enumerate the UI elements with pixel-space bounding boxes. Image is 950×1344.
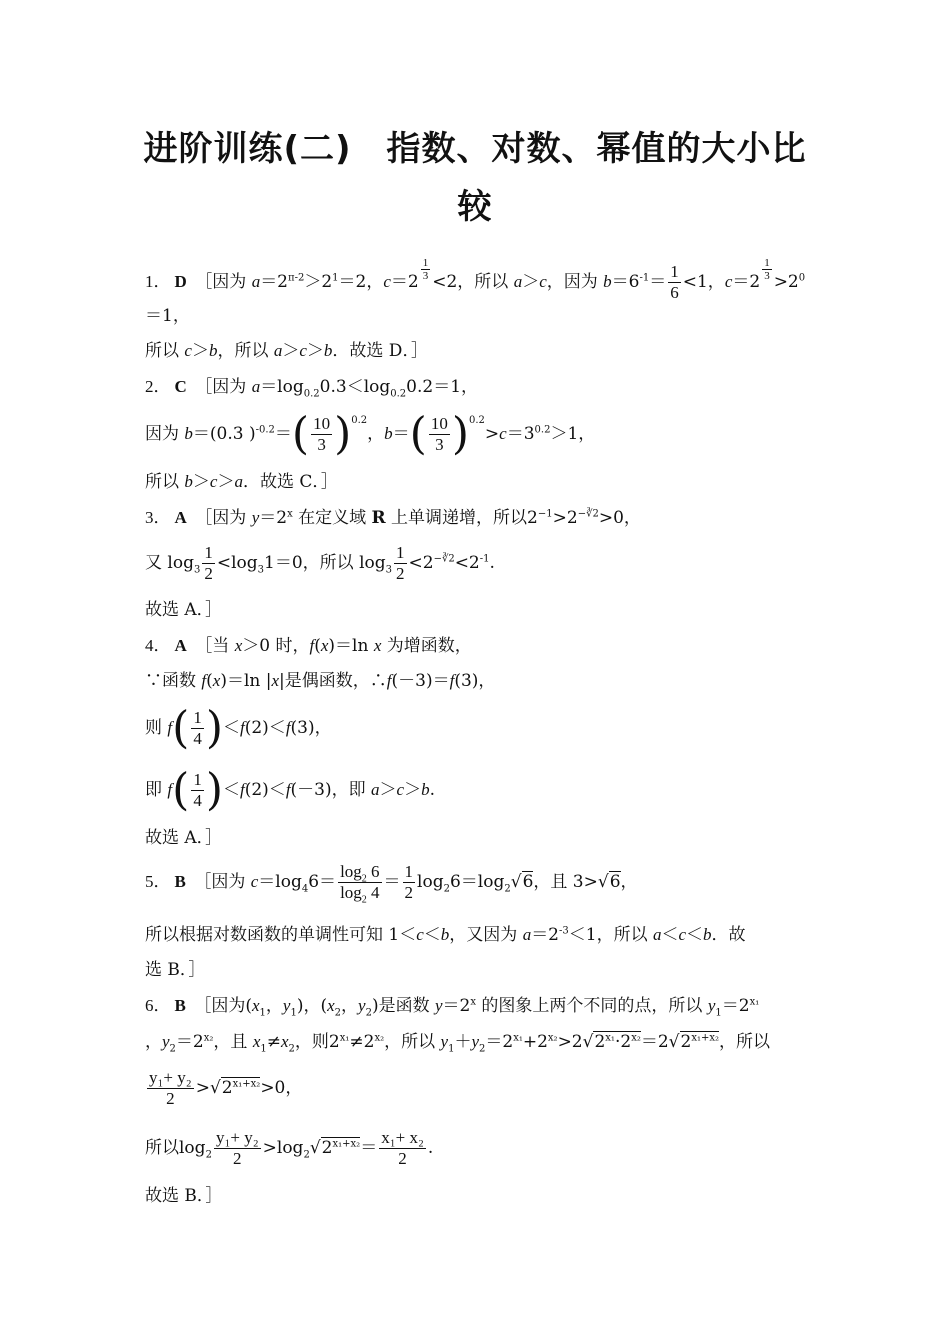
fraction: $\frac{1}{2}$ (404, 862, 414, 902)
answer-4-line-5: 故选 A．］ (145, 828, 223, 848)
title-line-2: 较 (457, 187, 493, 227)
answer-4-line-2: ∵函数 f(x)＝ln |x|是偶函数，∴f(－3)＝f(3)， (145, 671, 496, 691)
fraction: $\frac{1}{3}$ (764, 257, 770, 282)
page-title (140, 120, 810, 236)
question-number: 6． (145, 996, 171, 1015)
answer-6-line-4: 所以$\log_2$ $\frac{\text{y₁+ y₂}}{2}$ $>\log_2√2^{x_1+x_2}=$ $\frac{\text{x₁+ x₂}}{2}$ . (145, 1128, 434, 1168)
question-number: 4． (145, 636, 171, 655)
answer-2-line-1: 2． C ［因为 $a=\log_{0.2}0.3<\log_{0.2}0.2=1$， (145, 377, 479, 400)
question-number: 3． (145, 508, 171, 527)
answer-3-line-1: 3． A ［因为 $y=2^x$ 在定义域 R 上单调递增，所以$2^{-1}>2^{-∛2}>0$， (145, 508, 641, 528)
answer-letter: A (174, 508, 187, 527)
answer-letter: D (174, 272, 187, 291)
answer-letter: C (174, 377, 187, 396)
title-line-1: 进阶训练(二) 指数、对数、幂值的大小比 (143, 129, 807, 169)
answer-2-line-2: 因为 b＝(0.3 )$^{-0.2}$＝( $\frac{10}{3}$ )$^{0.2}$，b＝( $\frac{10}{3}$ )$^{0.2}>c=3^{0.2}>1$， (145, 408, 596, 460)
answer-letter: B (174, 872, 186, 891)
answer-4-line-4: 即 f( $\frac{1}{4}$ )＜f(2)＜f(－3)，即 a＞c＞b. (145, 764, 435, 816)
fraction: $\frac{\text{y₁+ y₂}}{2}$ (215, 1128, 259, 1168)
answer-1-line-3: 所以 c＞b，所以 a＞c＞b．故选 D．］ (145, 341, 428, 361)
answer-1-line-2: ＝1， (145, 306, 190, 326)
answer-4-line-1: 4． A ［当 x＞0 时，f(x)＝ln x 为增函数， (145, 636, 472, 656)
question-number: 2． (145, 377, 171, 396)
fraction: $\frac{1}{4}$ (193, 708, 202, 748)
answer-5-line-3: 选 B．］ (145, 960, 206, 980)
fraction: $\frac{10}{3}$ (430, 414, 448, 454)
answer-6-line-1: 6． B ［因为($x_1$，$y_1$)，($x_2$，$y_2$)是函数 $y=2^x$ 的图象上两个不同的点，所以 $y_1=2^{x_1}$ (145, 996, 760, 1019)
fraction: $\frac{\text{y₁+ y₂}}{2}$ (149, 1068, 192, 1108)
fraction: $\frac{1}{2}$ (396, 543, 405, 583)
fraction: $\frac{\log_2 6}{\log_2 4}$ (340, 862, 380, 906)
fraction: $\frac{1}{6}$ (670, 262, 679, 302)
fraction: $\frac{\text{x₁+ x₂}}{2}$ (381, 1128, 424, 1168)
answer-letter: A (174, 636, 187, 655)
answer-4-line-3: 则 f( $\frac{1}{4}$ )＜f(2)＜f(3)， (145, 702, 332, 754)
fraction: $\frac{1}{3}$ (422, 257, 429, 282)
question-number: 1． (145, 272, 171, 291)
fraction: $\frac{1}{4}$ (193, 770, 202, 810)
answer-1-line-1: 1． D ［因为 $a=2^{\pi-2}>2^1=2$，c＝2 $\frac{1}{3}$ <2，所以 a＞c，因为 $b=6^{-1}=$ $\frac{1}{6}$ <1，c＝2 $\frac{1}{3}$ $>2^0$ (145, 257, 806, 302)
answer-letter: B (174, 996, 186, 1015)
question-number: 5． (145, 872, 171, 891)
answer-3-line-3: 故选 A．］ (145, 600, 223, 620)
answer-5-line-1: 5． B ［因为 $c=\log_46=$ $\frac{\log_2 6}{\log_2 4}$ ＝ $\frac{1}{2}$ $\log_26=\log_2√6$，且 3>√6， (145, 862, 638, 906)
answer-6-line-5: 故选 B．］ (145, 1186, 223, 1206)
fraction: $\frac{1}{2}$ (204, 543, 213, 583)
answer-6-line-3: $\frac{\text{y₁+ y₂}}{2}$ $>√2^{x_1+x_2}>0$， (149, 1068, 303, 1108)
answer-6-line-2: ，$y_2=2^{x_2}$，且 $x_1\ne x_2$，则$2^{x_1}\ne 2^{x_2}$，所以 $y_1+y_2=2^{x_1}+2^{x_2}>2√2^{x_1}\cdot 2^{x_2}=2√2^{x_1+x_2}$，所以 (145, 1032, 771, 1055)
answer-3-line-2: 又 $\log_3$ $\frac{1}{2}$ $<\log_31=0$，所以 $\log_3$ $\frac{1}{2}$ $<2^{-∛2}<2^{-1}$. (145, 543, 495, 583)
fraction: $\frac{10}{3}$ (313, 414, 331, 454)
answer-2-line-3: 所以 b＞c＞a．故选 C．］ (145, 472, 338, 492)
answer-5-line-2: 所以根据对数函数的单调性可知 1＜c＜b，又因为 $a=2^{-3}<1$，所以 a＜c＜b．故 (145, 925, 746, 945)
